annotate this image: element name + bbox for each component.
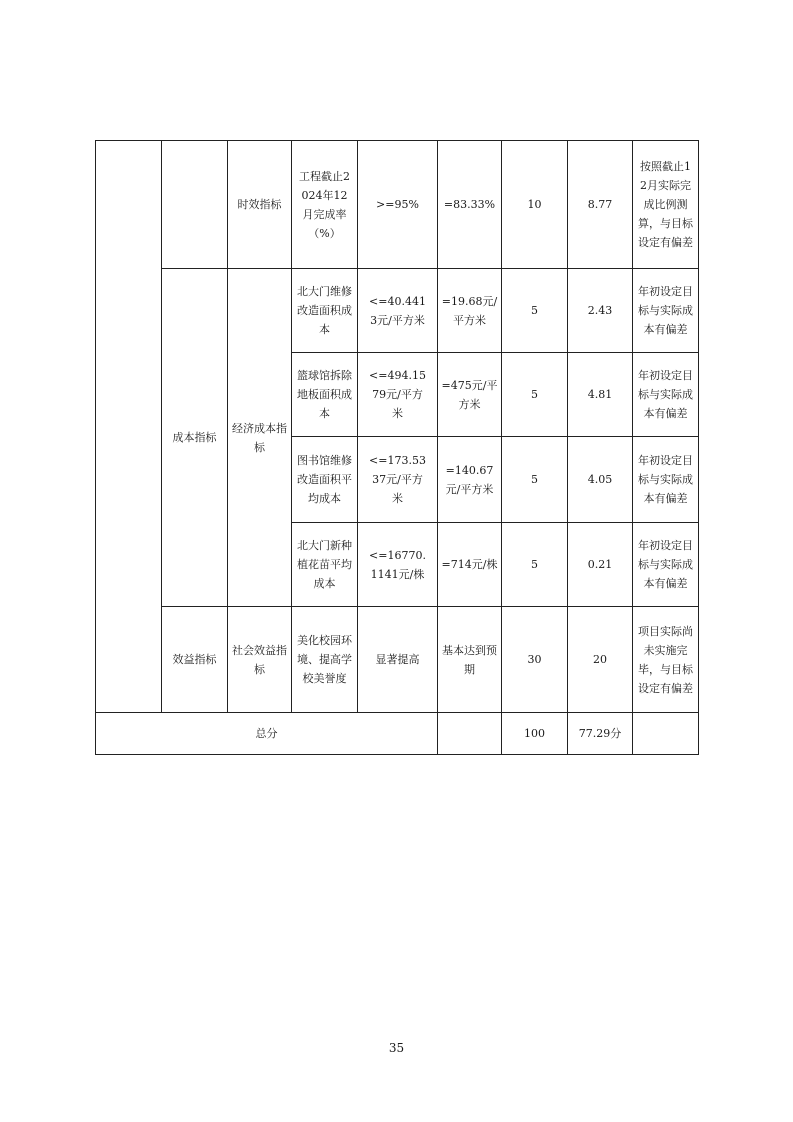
indicator-name-cell: 图书馆维修改造面积平均成本 (292, 437, 358, 523)
actual-value-cell: =19.68元/平方米 (438, 269, 502, 353)
weight-cell: 5 (502, 437, 568, 523)
target-value-cell: <=40.4413元/平方米 (358, 269, 438, 353)
total-score-cell: 77.29分 (568, 713, 633, 755)
deviation-note-cell: 年初设定目标与实际成本有偏差 (633, 269, 699, 353)
deviation-note-cell: 年初设定目标与实际成本有偏差 (633, 437, 699, 523)
page-number: 35 (388, 1041, 405, 1055)
target-value-cell: <=16770.1141元/株 (358, 523, 438, 607)
weight-cell: 5 (502, 523, 568, 607)
second-level-indicator-cell (162, 141, 228, 269)
actual-value-cell: =475元/平方米 (438, 353, 502, 437)
score-cell: 2.43 (568, 269, 633, 353)
total-note-cell (633, 713, 699, 755)
indicator-name-cell: 工程截止2024年12月完成率（%） (292, 141, 358, 269)
table-total-row (96, 713, 699, 755)
actual-value-cell: =140.67元/平方米 (438, 437, 502, 523)
target-value-cell: 显著提高 (358, 607, 438, 713)
deviation-note-cell: 年初设定目标与实际成本有偏差 (633, 353, 699, 437)
target-value-cell: <=173.5337元/平方米 (358, 437, 438, 523)
actual-value-cell: =83.33% (438, 141, 502, 269)
score-cell: 4.81 (568, 353, 633, 437)
third-level-indicator-cell: 时效指标 (228, 141, 292, 269)
weight-cell: 10 (502, 141, 568, 269)
deviation-note-cell: 项目实际尚未实施完毕，与目标设定有偏差 (633, 607, 699, 713)
weight-cell: 30 (502, 607, 568, 713)
table-row (96, 269, 699, 353)
second-level-indicator-cell: 成本指标 (162, 269, 228, 607)
indicator-name-cell: 北大门新种植花苗平均成本 (292, 523, 358, 607)
deviation-note-cell: 年初设定目标与实际成本有偏差 (633, 523, 699, 607)
indicator-name-cell: 美化校园环境、提高学校美誉度 (292, 607, 358, 713)
total-label-cell: 总分 (96, 713, 438, 755)
total-weight-cell: 100 (502, 713, 568, 755)
actual-value-cell: =714元/株 (438, 523, 502, 607)
table-row (96, 141, 699, 269)
indicator-name-cell: 篮球馆拆除地板面积成本 (292, 353, 358, 437)
indicator-name-cell: 北大门维修改造面积成本 (292, 269, 358, 353)
performance-evaluation-table (95, 140, 699, 755)
actual-value-cell: 基本达到预期 (438, 607, 502, 713)
weight-cell: 5 (502, 353, 568, 437)
score-cell: 8.77 (568, 141, 633, 269)
score-cell: 0.21 (568, 523, 633, 607)
third-level-indicator-cell: 经济成本指标 (228, 269, 292, 607)
score-cell: 20 (568, 607, 633, 713)
deviation-note-cell: 按照截止12月实际完成比例测算，与目标设定有偏差 (633, 141, 699, 269)
table-row (96, 607, 699, 713)
target-value-cell: <=494.1579元/平方米 (358, 353, 438, 437)
total-blank-cell (438, 713, 502, 755)
score-cell: 4.05 (568, 437, 633, 523)
third-level-indicator-cell: 社会效益指标 (228, 607, 292, 713)
first-level-indicator-cell (96, 141, 162, 713)
second-level-indicator-cell: 效益指标 (162, 607, 228, 713)
target-value-cell: >=95% (358, 141, 438, 269)
weight-cell: 5 (502, 269, 568, 353)
